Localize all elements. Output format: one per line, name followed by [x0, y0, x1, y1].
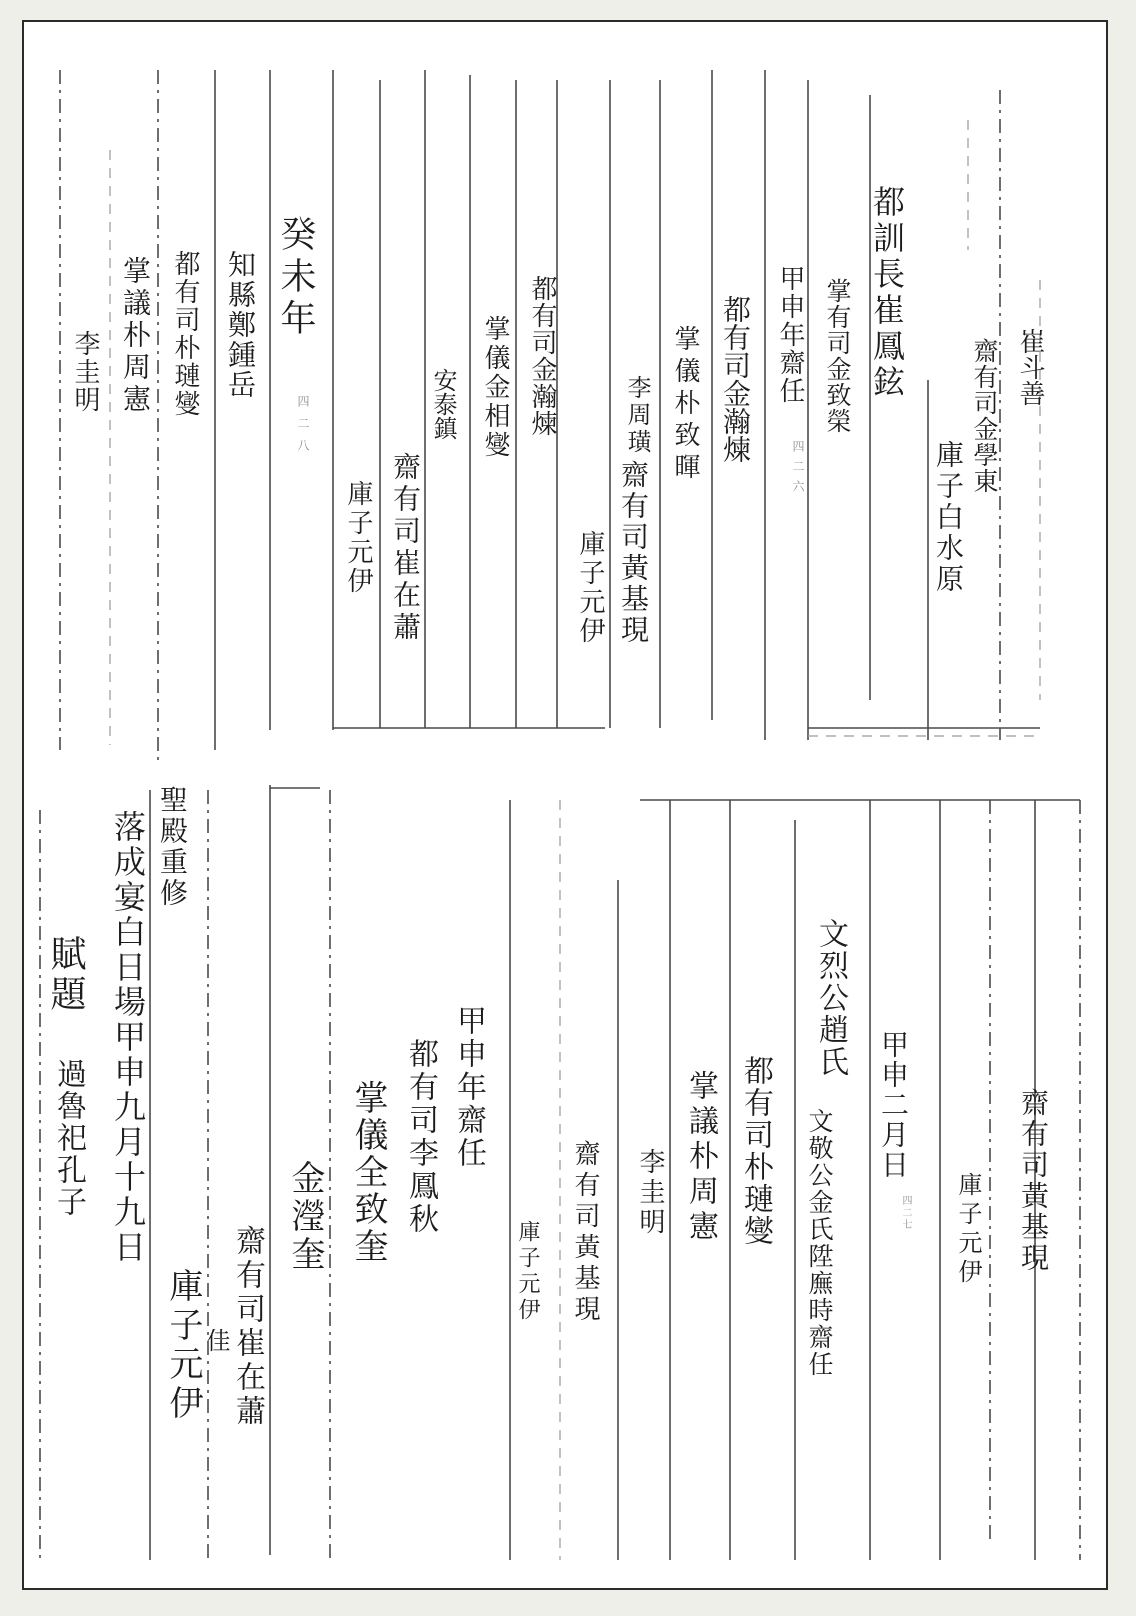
name-entry: 李圭明 — [635, 1148, 665, 1238]
gojja-entry: 庫子元伊 — [163, 1268, 203, 1424]
year-heading: 甲申年齋任 — [775, 265, 805, 405]
jae-yusa-entry: 齋有司崔在蕭 — [389, 452, 422, 644]
dohunjang-entry: 都訓長崔鳳鉉 — [868, 185, 906, 401]
do-yusa-entry: 都有司李鳳秋 — [403, 1038, 438, 1236]
year-heading: 甲申年齋任 — [451, 1005, 486, 1170]
event-heading: 落成宴白日場甲申九月十九日 — [109, 810, 147, 1265]
date-heading: 甲申二月日 — [877, 1030, 910, 1180]
jangui-entry: 掌儀金相燮 — [480, 315, 510, 460]
gojja-entry: 庫子元伊 — [343, 480, 373, 596]
section-heading: 聖殿重修 — [156, 785, 189, 909]
jang-yusa-entry: 掌有司金致榮 — [823, 278, 852, 434]
poetry-title-label: 賦題 — [45, 935, 86, 1015]
do-yusa-entry: 都有司金瀚煉 — [527, 275, 557, 437]
name-entry: 金瀅奎 — [285, 1160, 325, 1274]
name-entry: 李周璜 — [623, 375, 651, 456]
name-entry: 崔斗善 — [1015, 328, 1045, 406]
jae-yusa-entry: 齋有司黃基現 — [1017, 1088, 1050, 1274]
jangui-entry: 掌儀全致奎 — [348, 1080, 388, 1265]
jae-yusa-entry: 齋有司金學東 — [970, 338, 999, 494]
magistrate-entry: 知縣鄭鍾岳 — [224, 250, 257, 400]
page-number: 四二七 — [900, 1195, 911, 1231]
do-yusa-entry: 都有司朴璉燮 — [170, 250, 200, 418]
name-entry: 李圭明 — [70, 330, 100, 414]
jae-yusa-entry: 齋有司黃基現 — [570, 1140, 600, 1326]
do-yusa-entry: 都有司朴璉燮 — [738, 1055, 773, 1247]
enshrinement-heading: 文烈公趙氏 — [813, 918, 848, 1078]
insertion-mark: 佳 — [202, 1328, 230, 1352]
do-yusa-entry: 都有司金瀚煉 — [719, 295, 752, 463]
gojja-entry: 庫子元伊 — [515, 1220, 540, 1324]
jae-yusa-entry: 齋有司崔在蕭 — [230, 1225, 265, 1429]
jangui-entry: 掌議朴周憲 — [683, 1070, 718, 1245]
gojja-entry: 庫子元伊 — [954, 1172, 982, 1288]
name-entry: 安泰鎮 — [429, 368, 457, 440]
enshrinement-heading: 文敬公金氏陞廡時齋任 — [805, 1108, 834, 1378]
gojja-entry: 庫子元伊 — [575, 530, 605, 646]
gojja-entry: 庫子白水原 — [932, 440, 965, 595]
jangui-entry: 掌儀朴致暉 — [670, 325, 700, 485]
page-number: 四二六 — [791, 440, 805, 500]
jangui-entry: 掌議朴周憲 — [119, 256, 152, 416]
poetry-topic: 過魯祀孔子 — [51, 1058, 86, 1218]
jae-yusa-entry: 齋有司黃基現 — [617, 460, 650, 646]
year-heading: 癸未年 — [275, 215, 316, 341]
page-number: 四二八 — [296, 395, 310, 461]
